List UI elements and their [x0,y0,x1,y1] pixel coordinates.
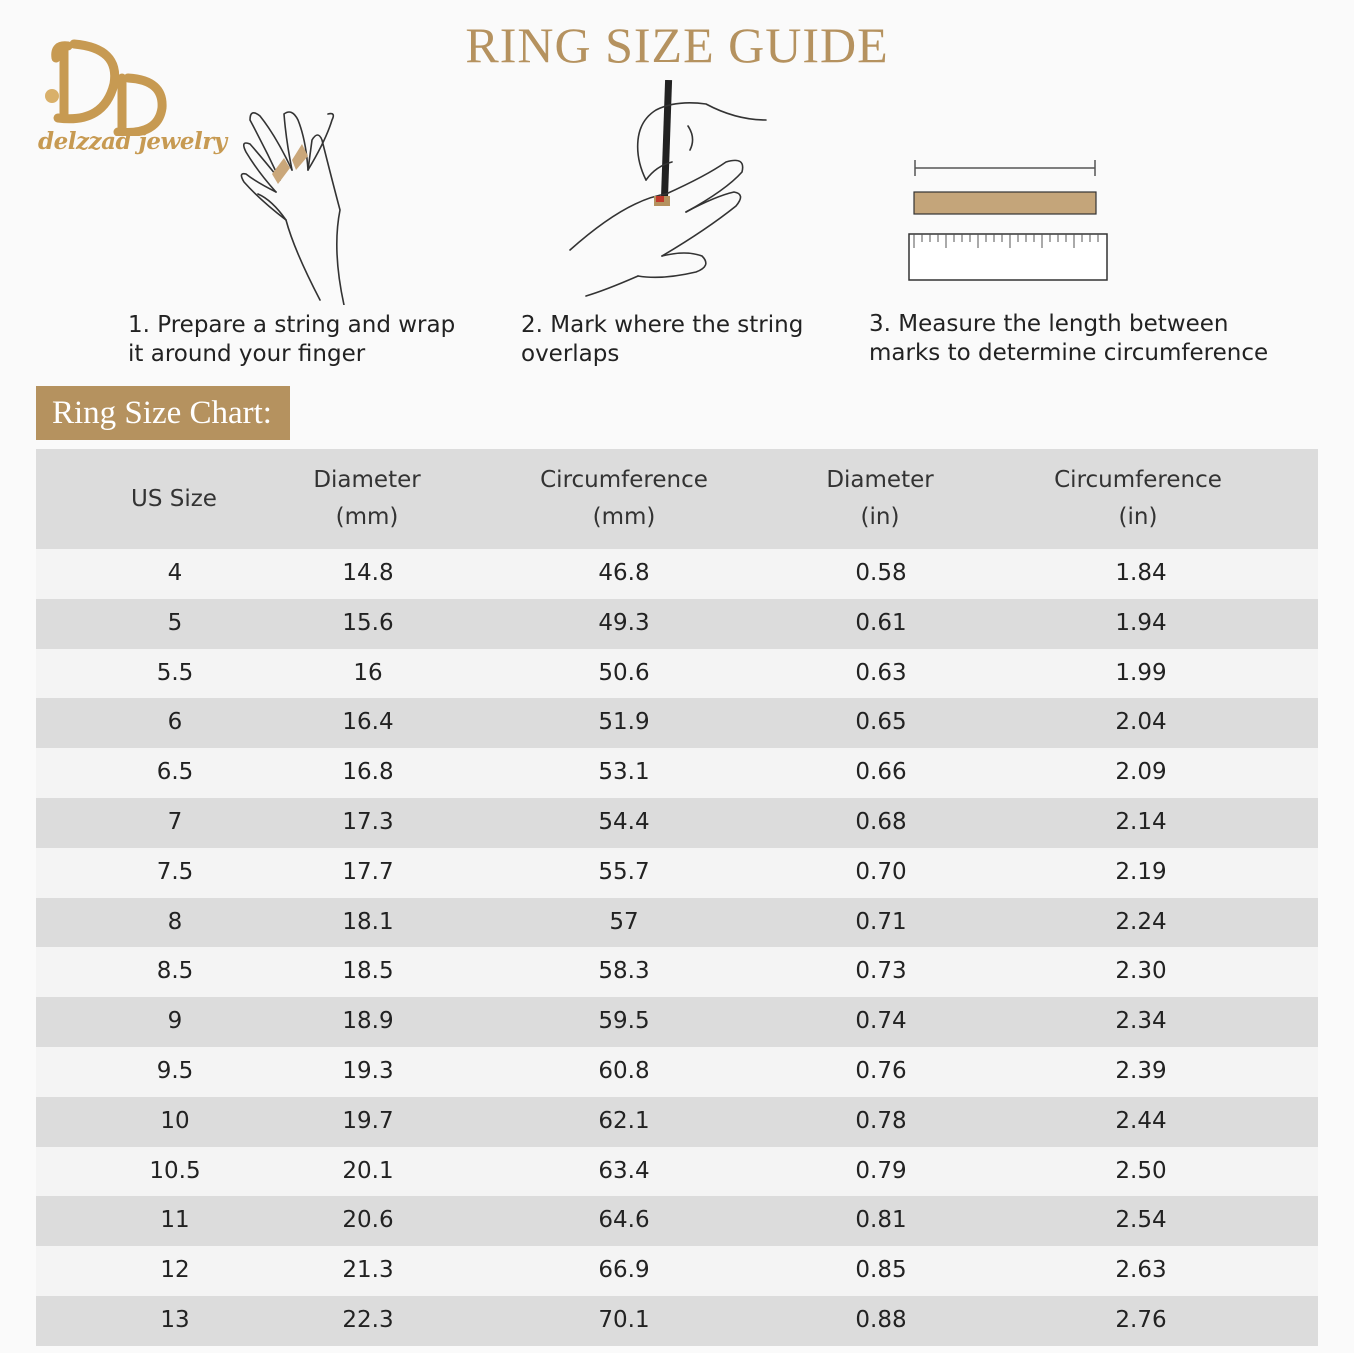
table-row-cells [36,1097,1318,1147]
cell-diameter-mm: 19.3 [342,1057,394,1084]
header-circumference-mm-label: Circumference (mm) [540,467,708,530]
cell-diameter-in: 0.58 [855,560,907,586]
cell-circumference-mm: 59.5 [598,1008,650,1035]
cell-us-size: 7 [167,808,183,835]
cell-us-size: 8.5 [156,958,194,985]
ring-size-table [36,449,1318,1346]
table-row [36,1196,1318,1246]
table-row [36,748,1318,798]
cell-diameter-in: 0.68 [855,808,907,835]
table-row [36,997,1318,1047]
cell-us-size: 10.5 [149,1157,201,1184]
cell-circumference-in: 2.09 [1115,759,1167,786]
ruler-measure-illustration [902,156,1114,284]
step-2-text: 2. Mark where the string overlaps [521,312,804,367]
cell-diameter-in: 0.88 [855,1306,907,1333]
cell-diameter-mm: 17.7 [342,858,394,885]
cell-us-size: 13 [160,1306,190,1333]
table-row-cells [36,1246,1318,1296]
cell-diameter-mm: 21.3 [342,1257,394,1284]
cell-diameter-in: 0.78 [855,1107,907,1134]
cell-diameter-mm: 17.3 [342,808,394,835]
cell-diameter-mm: 16.4 [342,709,394,736]
cell-diameter-in: 0.81 [855,1207,907,1234]
cell-diameter-in: 0.61 [855,609,907,636]
cell-diameter-mm: 16 [353,659,383,686]
table-row-cells [36,947,1318,997]
table-row-cells [36,698,1318,748]
cell-circumference-mm: 57 [609,908,639,935]
cell-us-size: 6.5 [156,759,194,786]
cell-us-size: 10 [160,1107,190,1134]
table-row-cells [36,599,1318,649]
cell-circumference-mm: 49.3 [598,609,650,636]
table-row [36,1296,1318,1346]
cell-us-size: 5.5 [156,659,194,686]
table-row [36,947,1318,997]
table-row [36,1147,1318,1197]
cell-diameter-in: 0.79 [855,1157,907,1184]
cell-circumference-in: 2.54 [1115,1207,1167,1234]
cell-circumference-mm: 62.1 [598,1107,650,1134]
step-3-text: 3. Measure the length between marks to determine circumference [869,311,1269,366]
cell-circumference-in: 2.34 [1115,1008,1167,1035]
cell-diameter-in: 0.66 [855,759,907,786]
cell-circumference-mm: 70.1 [598,1306,650,1333]
cell-us-size: 12 [160,1257,190,1284]
table-row [36,1047,1318,1097]
cell-circumference-mm: 55.7 [598,858,650,885]
header-diameter-mm-label: Diameter (mm) [313,467,421,530]
cell-diameter-mm: 15.6 [342,609,394,636]
cell-diameter-in: 0.74 [855,1008,907,1035]
cell-circumference-in: 1.84 [1115,560,1167,586]
cell-circumference-mm: 63.4 [598,1157,650,1184]
table-row-cells [36,748,1318,798]
table-row [36,599,1318,649]
cell-circumference-mm: 64.6 [598,1207,650,1234]
cell-us-size: 6 [167,709,183,736]
cell-us-size: 9.5 [156,1057,194,1084]
cell-circumference-in: 2.14 [1115,808,1167,835]
cell-circumference-mm: 58.3 [598,958,650,985]
table-row [36,649,1318,699]
table-row [36,1097,1318,1147]
cell-diameter-mm: 19.7 [342,1107,394,1134]
cell-diameter-mm: 18.1 [342,908,394,935]
cell-diameter-in: 0.71 [855,908,907,935]
cell-diameter-mm: 20.1 [342,1157,394,1184]
cell-circumference-in: 2.24 [1115,908,1167,935]
table-row-cells [36,649,1318,699]
header-diameter-in-label: Diameter (in) [826,467,934,530]
cell-circumference-mm: 66.9 [598,1257,650,1284]
cell-diameter-in: 0.85 [855,1257,907,1284]
mark-string-illustration [566,80,776,300]
cell-diameter-in: 0.73 [855,958,907,985]
cell-us-size: 7.5 [156,858,194,885]
cell-us-size: 8 [167,908,183,935]
cell-diameter-in: 0.65 [855,709,907,736]
cell-circumference-in: 2.04 [1115,709,1167,736]
table-row [36,698,1318,748]
cell-circumference-in: 2.50 [1115,1157,1167,1184]
table-row-cells [36,1196,1318,1246]
step-1-text: 1. Prepare a string and wrap it around your finger [128,312,456,367]
header-us-size: US Size [36,449,312,549]
cell-us-size: 11 [160,1207,190,1234]
cell-diameter-in: 0.63 [855,659,907,686]
cell-circumference-mm: 60.8 [598,1057,650,1084]
table-row [36,848,1318,898]
cell-circumference-in: 2.30 [1115,958,1167,985]
cell-us-size: 5 [167,609,183,636]
cell-circumference-mm: 53.1 [598,759,650,786]
table-row [36,1246,1318,1296]
cell-diameter-in: 0.76 [855,1057,907,1084]
cell-circumference-in: 2.44 [1115,1107,1167,1134]
cell-diameter-mm: 18.5 [342,958,394,985]
cell-diameter-mm: 18.9 [342,1008,394,1035]
cell-circumference-in: 2.19 [1115,858,1167,885]
cell-us-size: 4 [167,560,183,586]
cell-circumference-mm: 51.9 [598,709,650,736]
cell-circumference-mm: 50.6 [598,659,650,686]
table-row-cells [36,798,1318,848]
table-row-cells [36,848,1318,898]
table-row-cells [36,1047,1318,1097]
cell-circumference-in: 2.39 [1115,1057,1167,1084]
cell-us-size: 9 [167,1008,183,1035]
cell-diameter-in: 0.70 [855,858,907,885]
chart-label: Ring Size Chart: [36,386,290,440]
cell-diameter-mm: 20.6 [342,1207,394,1234]
table-row-cells [36,997,1318,1047]
cell-circumference-in: 2.63 [1115,1257,1167,1284]
table-row [36,549,1318,599]
cell-circumference-mm: 54.4 [598,808,650,835]
brand-name: delzzad jewelry [38,128,227,155]
header-circumference-in-label: Circumference (in) [1054,467,1222,530]
table-row [36,798,1318,848]
cell-circumference-in: 1.94 [1115,609,1167,636]
table-row-cells [36,1147,1318,1197]
table-row-cells [36,549,1318,599]
cell-diameter-mm: 22.3 [342,1306,394,1333]
table-row-cells [36,1296,1318,1346]
table-row [36,898,1318,948]
cell-circumference-in: 2.76 [1115,1306,1167,1333]
cell-circumference-mm: 46.8 [598,560,650,586]
page-title: RING SIZE GUIDE [465,17,889,73]
cell-circumference-in: 1.99 [1115,659,1167,686]
hand-wrap-string-illustration [236,100,356,305]
cell-diameter-mm: 14.8 [342,560,394,586]
cell-diameter-mm: 16.8 [342,759,394,786]
table-row-cells [36,898,1318,948]
